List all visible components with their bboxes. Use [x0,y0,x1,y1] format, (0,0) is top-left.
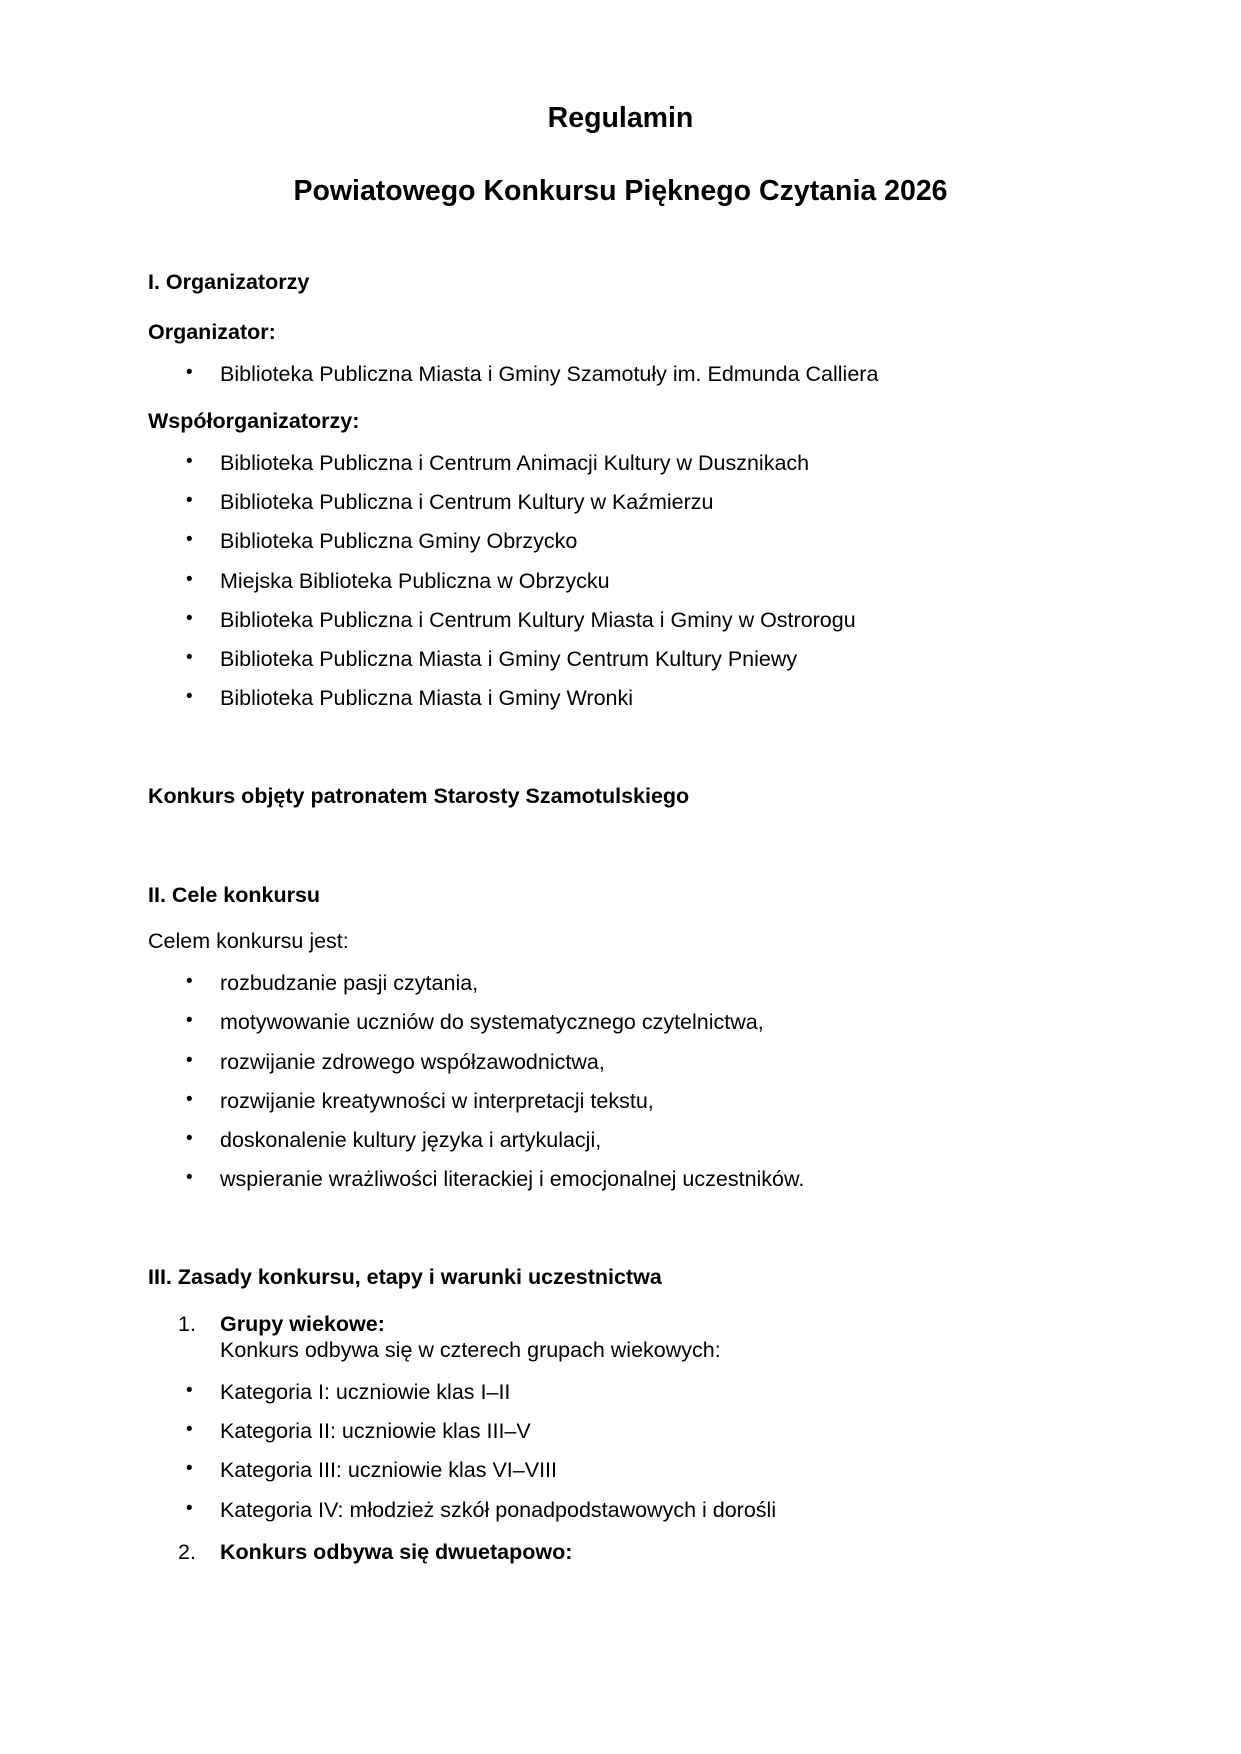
list-item-label: rozbudzanie pasji czytania, [220,971,479,996]
list-number: 1. [178,1311,196,1336]
list-item-label: Biblioteka Publiczna Miasta i Gminy Szamotuły im. Edmunda Calliera [220,362,879,387]
bullet-icon: • [186,1458,193,1480]
bullet-icon: • [186,1088,193,1110]
list-item [148,970,1093,996]
list-item-title: Grupy wiekowe: [220,1311,385,1336]
bullet-icon: • [186,490,193,512]
bullet-icon: • [186,1167,193,1189]
list-item-label: Miejska Biblioteka Publiczna w Obrzycku [220,568,610,593]
coorganizer-list [148,450,1093,712]
list-item-label: Kategoria III: uczniowie klas VI–VIII [220,1458,557,1483]
bullet-icon: • [186,1497,193,1519]
list-item-label: Biblioteka Publiczna i Centrum Kultury w Kaźmierzu [220,490,714,515]
rules-numbered-list-continued [148,1539,1093,1565]
list-item [148,489,1093,515]
spacer [148,810,1093,882]
list-item [148,1457,1093,1483]
bullet-icon: • [186,362,193,384]
spacer [148,345,1093,361]
list-item-title: Konkurs odbywa się dwuetapowo: [220,1539,573,1564]
bullet-icon: • [186,450,193,472]
spacer [148,205,1093,269]
bullet-icon: • [186,1127,193,1149]
spacer [148,1192,1093,1264]
goals-intro: Celem konkursu jest: [148,928,349,953]
list-item [148,1379,1093,1405]
list-item [148,1311,1093,1363]
bullet-icon: • [186,971,193,993]
list-item [148,1497,1093,1523]
spacer [148,1363,1093,1379]
list-item-label: Biblioteka Publiczna i Centrum Kultury Miasta i Gminy w Ostrorogu [220,607,856,632]
list-item-label: rozwijanie zdrowego współzawodnictwa, [220,1049,605,1074]
list-item-label: Biblioteka Publiczna Gminy Obrzycko [220,529,578,554]
spacer [148,711,1093,783]
list-item-label: Biblioteka Publiczna i Centrum Animacji Kultury w Dusznikach [220,450,810,475]
bullet-icon: • [186,646,193,668]
bullet-icon: • [186,1010,193,1032]
section-heading-organizatorzy: I. Organizatorzy [148,270,310,294]
list-item [148,1127,1093,1153]
list-item [148,607,1093,633]
list-item-subtitle: Konkurs odbywa się w czterech grupach wiekowych: [220,1337,721,1362]
list-item-label: Kategoria II: uczniowie klas III–V [220,1419,531,1444]
list-item-label: Kategoria IV: młodzież szkół ponadpodstawowych i dorośli [220,1497,777,1522]
bullet-icon: • [186,529,193,551]
section-heading-zasady-konkursu: III. Zasady konkursu, etapy i warunki uczestnictwa [148,1265,662,1290]
spacer [148,295,1093,319]
list-item-label: motywowanie uczniów do systematycznego czytelnictwa, [220,1010,764,1035]
spacer [148,434,1093,450]
list-item [148,1088,1093,1114]
bullet-icon: • [186,1049,193,1071]
section-heading-cele-konkursu: II. Cele konkursu [148,882,321,907]
list-item-label: Biblioteka Publiczna Miasta i Gminy Wronki [220,686,634,711]
list-item-label: Kategoria I: uczniowie klas I–II [220,1380,511,1405]
age-categories-list [148,1379,1093,1523]
goals-list [148,970,1093,1192]
document-title-line-2: Powiatowego Konkursu Pięknego Czytania 2026 [293,174,948,207]
bullet-icon: • [186,686,193,708]
bullet-icon: • [186,1419,193,1441]
document-title-line-1: Regulamin [547,102,694,134]
patronage-line: Konkurs objęty patronatem Starosty Szamotulskiego [148,784,690,809]
list-item [148,568,1093,594]
organizer-list [148,361,1093,387]
rules-numbered-list [148,1311,1093,1363]
bullet-icon: • [186,568,193,590]
bullet-icon: • [186,1380,193,1402]
list-number: 2. [178,1539,196,1564]
list-item [148,1009,1093,1035]
list-item-label: rozwijanie kreatywności w interpretacji tekstu, [220,1088,654,1113]
spacer [148,1291,1093,1311]
spacer [148,1523,1093,1539]
list-item-label: Biblioteka Publiczna Miasta i Gminy Centrum Kultury Pniewy [220,646,798,671]
list-item [148,646,1093,672]
coorganizer-label: Współorganizatorzy: [148,408,360,433]
organizer-label: Organizator: [148,320,276,345]
list-item [148,1539,1093,1565]
list-item [148,450,1093,476]
spacer [148,908,1093,928]
list-item [148,1049,1093,1075]
list-item-label: wspieranie wrażliwości literackiej i emocjonalnej uczestników. [220,1167,805,1192]
spacer [148,954,1093,970]
list-item [148,1166,1093,1192]
spacer [148,388,1093,408]
list-item-label: doskonalenie kultury języka i artykulacji, [220,1127,602,1152]
list-item [148,1418,1093,1444]
list-item [148,361,1093,387]
list-item [148,685,1093,711]
list-item [148,528,1093,554]
bullet-icon: • [186,607,193,629]
